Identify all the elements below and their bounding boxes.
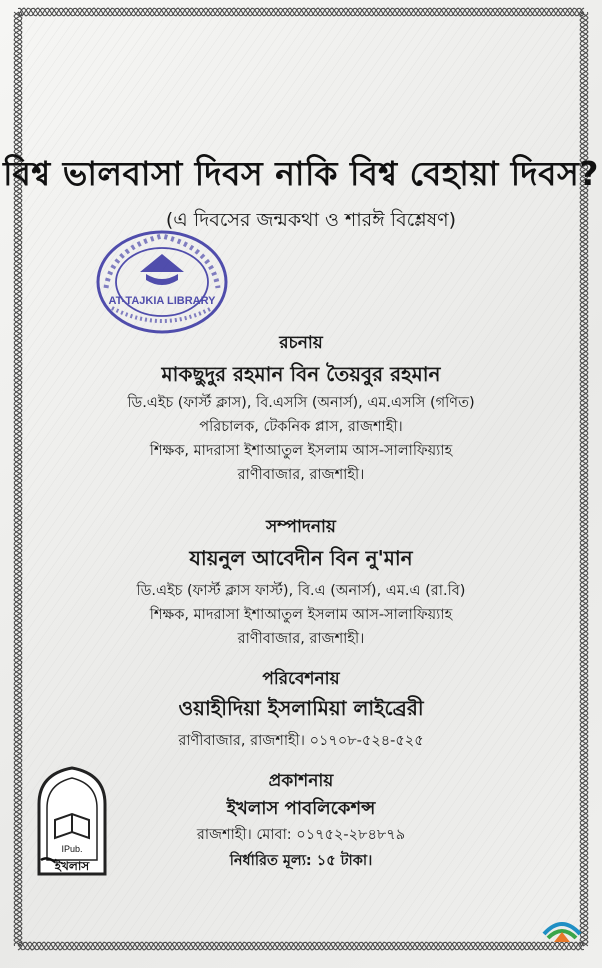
distributor-address: রাণীবাজার, রাজশাহী। ০১৭০৮-৫২৪-৫২৫ [178, 733, 424, 749]
logo-script: ইখলাস [54, 859, 90, 873]
editor-address: রাণীবাজার, রাজশাহী। [237, 631, 365, 647]
library-stamp [92, 228, 232, 336]
editor-qualification: ডি.এইচ (ফার্স্ট ক্লাস ফার্স্ট), বি.এ (অনার্স), এম.এ (রা.বি) [136, 583, 466, 599]
stamp-text: AT-TAJKIA LIBRARY [108, 295, 216, 307]
publisher-heading: প্রকাশনায় [268, 771, 334, 791]
editor-heading: সম্পাদনায় [266, 517, 336, 537]
distributor-heading: পরিবেশনায় [262, 669, 340, 689]
author-heading: রচনায় [279, 333, 323, 353]
book-price: নির্ধারিত মূল্য: ১৫ টাকা। [229, 853, 373, 869]
publisher-contact: রাজশাহী। মোবা: ০১৭৫২-২৮৪৮৭৯ [196, 827, 406, 843]
book-title: বিশ্ব ভালবাসা দিবস নাকি বিশ্ব বেহায়া দিবস? [3, 154, 599, 193]
editor-teacher: শিক্ষক, মাদরাসা ইশাআতুল ইসলাম আস-সালাফিয়্যাহ [149, 607, 453, 623]
publisher-logo [33, 764, 111, 876]
author-address: রাণীবাজার, রাজশাহী। [237, 467, 365, 483]
author-position: পরিচালক, টেকনিক প্লাস, রাজশাহী। [199, 419, 403, 435]
publisher-name: ইখলাস পাবলিকেশন্স [226, 798, 376, 819]
logo-abbr: IPub. [61, 844, 83, 854]
distributor-name: ওয়াহীদিয়া ইসলামিয়া লাইব্রেরী [178, 696, 424, 720]
editor-name: যায়নুল আবেদীন বিন নু'মান [189, 546, 413, 570]
author-name: মাকছুদুর রহমান বিন তৈয়বুর রহমান [161, 362, 441, 386]
book-subtitle: (এ দিবসের জন্মকথা ও শারঈ বিশ্লেষণ) [165, 209, 457, 231]
author-qualification: ডি.এইচ (ফার্স্ট ক্লাস), বি.এসসি (অনার্স), এম.এসসি (গণিত) [127, 395, 475, 411]
corner-emblem [540, 912, 584, 946]
author-teacher: শিক্ষক, মাদরাসা ইশাআতুল ইসলাম আস-সালাফিয়্যাহ [149, 443, 453, 459]
